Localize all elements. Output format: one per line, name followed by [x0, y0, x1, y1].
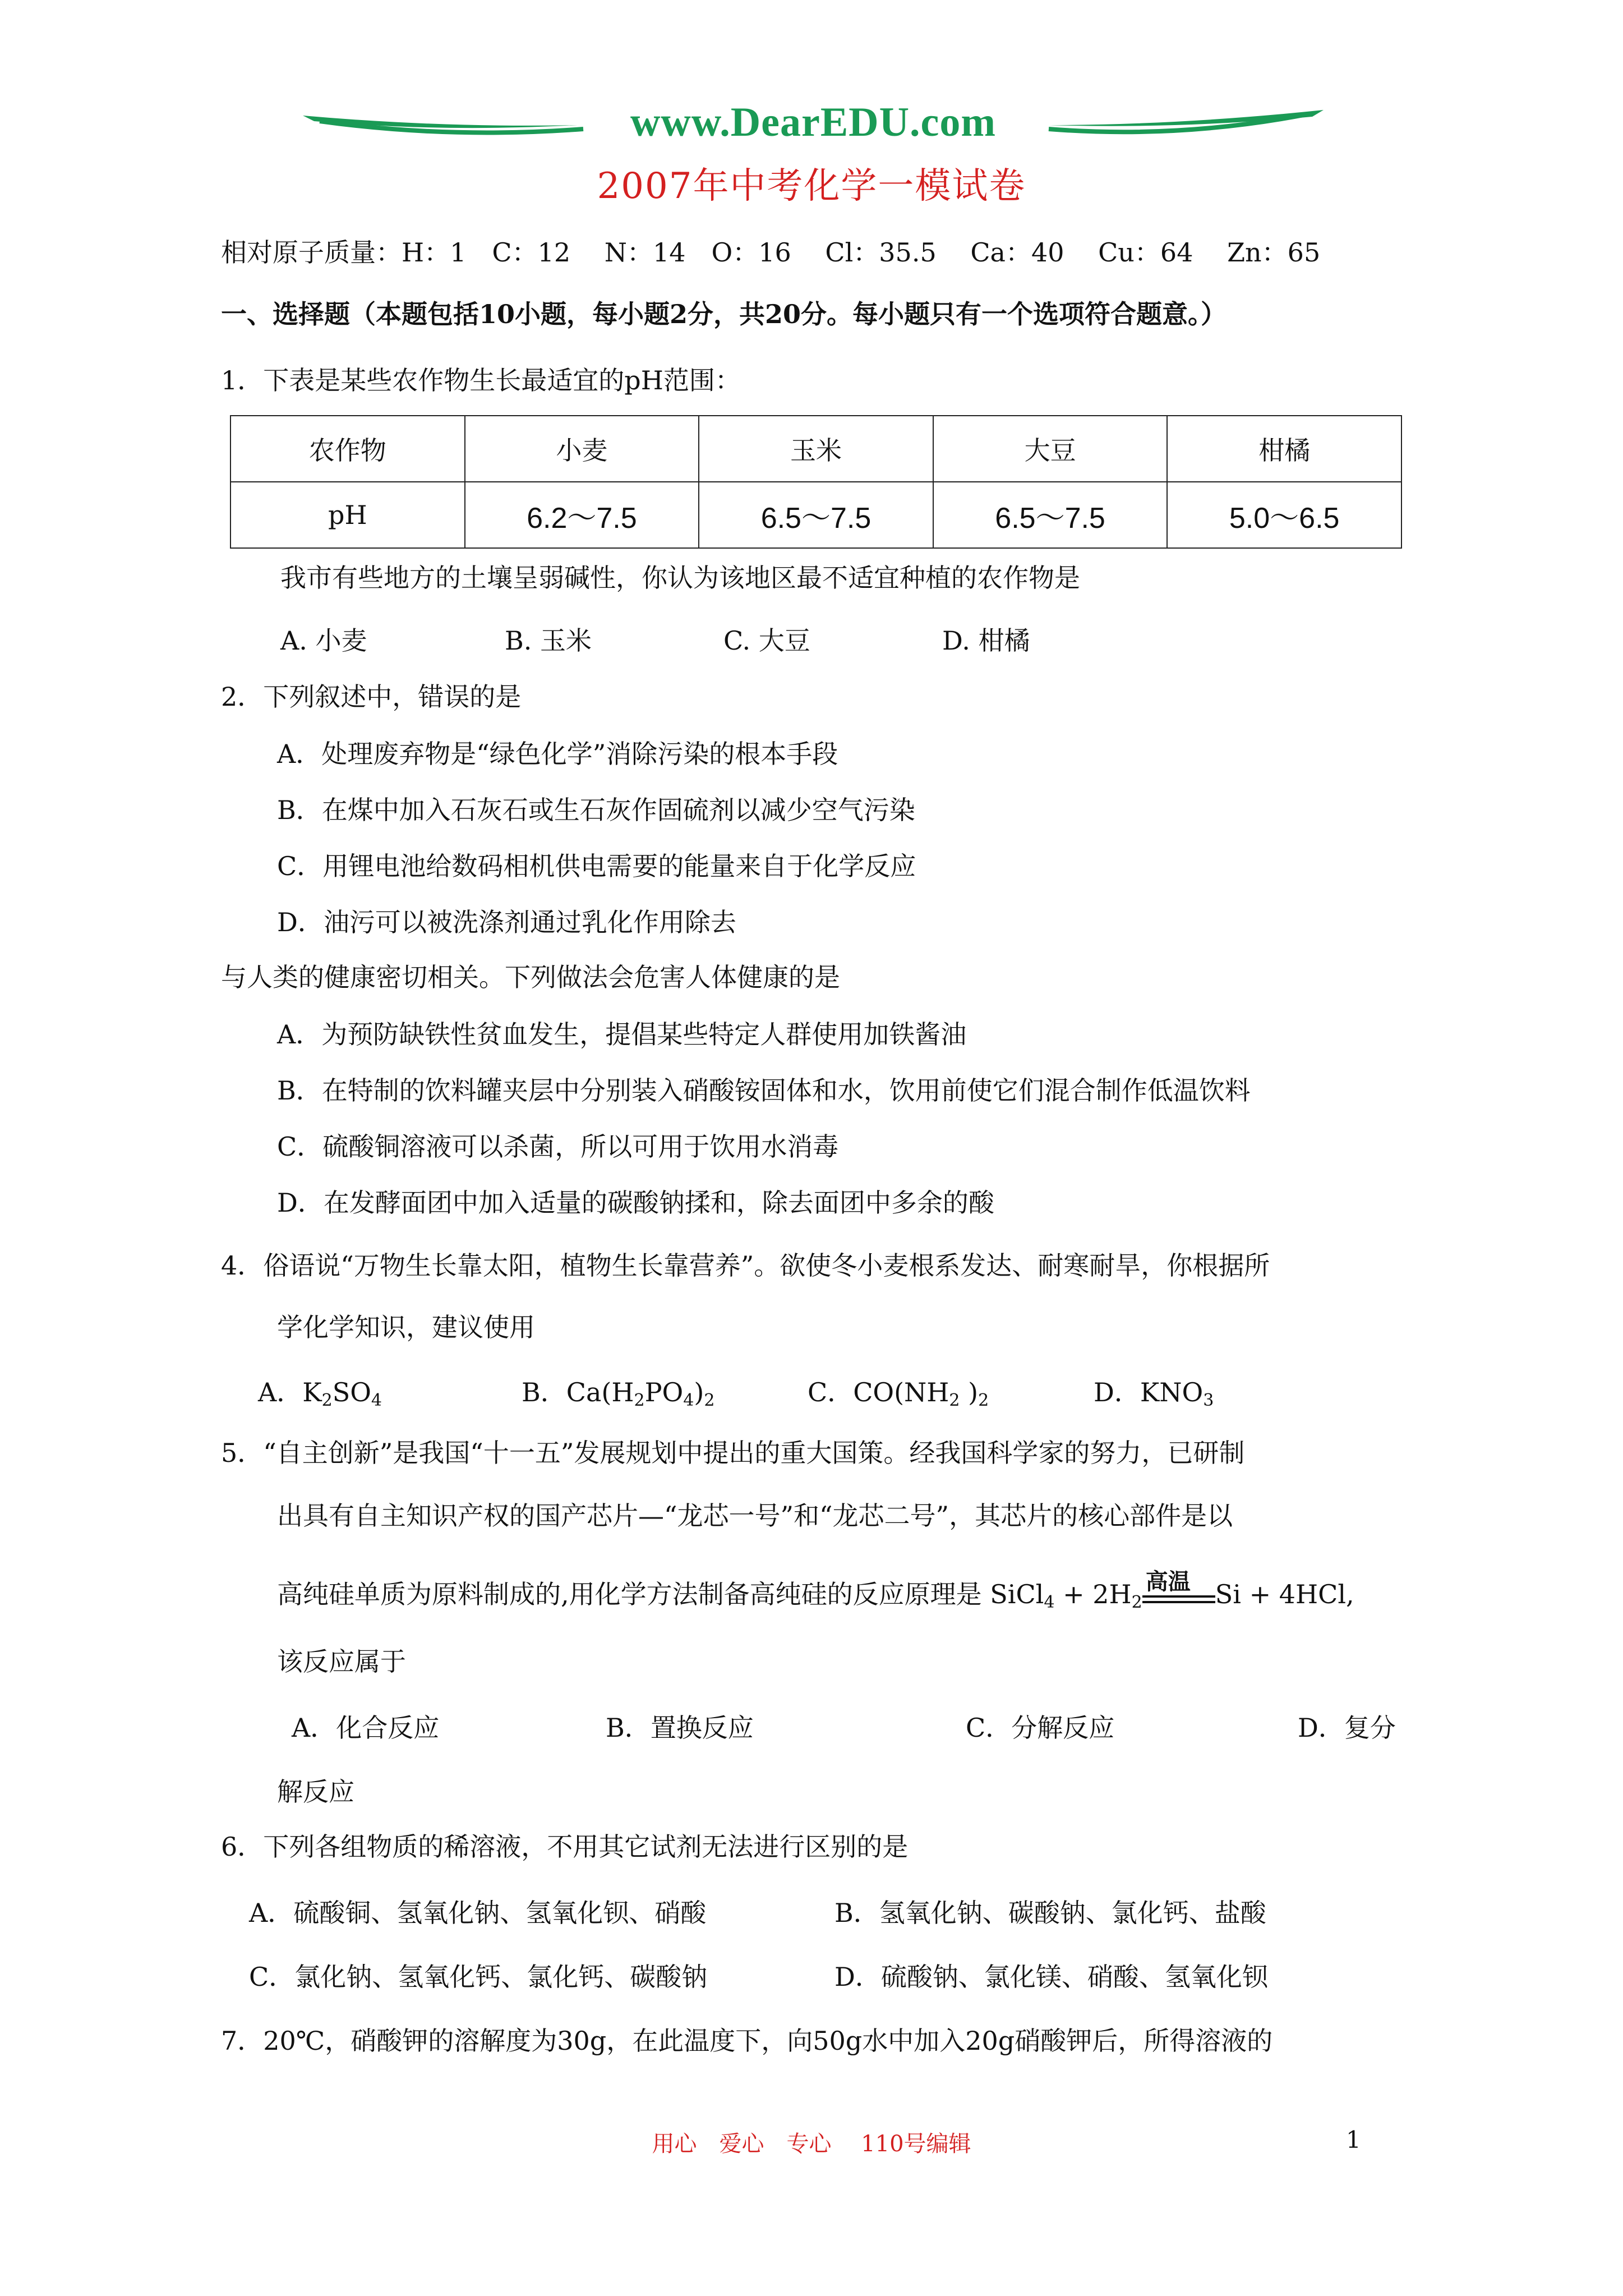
table-cell: 6.2～7.5	[465, 482, 699, 548]
q1-option-b: B. 玉米	[505, 625, 592, 656]
q1-stem: 1．下表是某些农作物生长最适宜的pH范围：	[221, 365, 741, 395]
table-cell: 5.0～6.5	[1167, 482, 1401, 548]
q3-option-a: A．为预防缺铁性贫血发生，提倡某些特定人群使用加铁酱油	[277, 1019, 967, 1050]
table-cell: 玉米	[699, 416, 933, 482]
reaction-condition: 高温	[1142, 1577, 1215, 1611]
q6-option-b: B．氢氧化钠、碳酸钠、氯化钙、盐酸	[834, 1898, 1266, 1928]
q4-stem-cont: 学化学知识，建议使用	[277, 1312, 535, 1342]
q3-option-c: C．硫酸铜溶液可以杀菌，所以可用于饮用水消毒	[277, 1131, 839, 1162]
q5-option-a: A．化合反应	[292, 1713, 440, 1743]
table-cell: 大豆	[933, 416, 1168, 482]
q5-equation-line: 高纯硅单质为原料制成的,用化学方法制备高纯硅的反应原理是 SiCl$_4$ + $2H_2$ 高温 Si + 4HCl,	[277, 1568, 1354, 1612]
q4-option-c: C．$CO(NH_2$ )$_2$	[808, 1377, 989, 1410]
q4-stem: 4．俗语说“万物生长靠太阳，植物生长靠营养”。欲使冬小麦根系发达、耐寒耐旱，你根据所	[221, 1250, 1270, 1281]
q7-stem: 7．20℃，硝酸钾的溶解度为30g，在此温度下，向50g水中加入20g硝酸钾后，所得溶液的	[221, 2026, 1273, 2056]
q1-option-a: A. 小麦	[280, 625, 367, 656]
q5-option-b: B．置换反应	[606, 1713, 754, 1743]
table-row	[230, 482, 1401, 548]
q3-stem: 与人类的健康密切相关。下列做法会危害人体健康的是	[221, 962, 840, 992]
table-cell: pH	[230, 482, 465, 548]
q1-text: 我市有些地方的土壤呈弱碱性，你认为该地区最不适宜种植的农作物是	[280, 563, 1080, 593]
table-row	[230, 416, 1401, 482]
table-cell: 小麦	[465, 416, 699, 482]
q5-option-c: C．分解反应	[966, 1713, 1115, 1743]
q2-option-b: B．在煤中加入石灰石或生石灰作固硫剂以减少空气污染	[277, 795, 915, 825]
atomic-masses: 相对原子质量：H：1 C：12 N：14 O：16 Cl：35.5 Ca：40 Cu：64 Zn：65	[221, 237, 1321, 268]
q5-stem: 5．“自主创新”是我国“十一五”发展规划中提出的重大国策。经我国科学家的努力，已研制	[221, 1438, 1245, 1468]
q2-option-a: A．处理废弃物是“绿色化学”消除污染的根本手段	[277, 739, 838, 769]
q6-option-c: C．氯化钠、氢氧化钙、氯化钙、碳酸钠	[249, 1962, 708, 1992]
q2-option-c: C．用锂电池给数码相机供电需要的能量来自于化学反应	[277, 851, 916, 881]
q5-option-d-wrap: 解反应	[277, 1777, 354, 1807]
q4-option-d: D．$KNO_3$	[1094, 1377, 1214, 1410]
logo-text: www.DearEDU.com	[630, 99, 997, 145]
q2-stem: 2．下列叙述中，错误的是	[221, 682, 522, 712]
q4-option-a: A．$K_2SO_4$	[258, 1377, 382, 1410]
q1-option-d: D. 柑橘	[942, 625, 1030, 656]
site-logo	[303, 94, 1324, 156]
q6-stem: 6．下列各组物质的稀溶液，不用其它试剂无法进行区别的是	[221, 1832, 909, 1862]
q5-stem-line2: 出具有自主知识产权的国产芯片—“龙芯一号”和“龙芯二号”，其芯片的核心部件是以	[277, 1501, 1233, 1531]
q1-option-c: C. 大豆	[723, 625, 810, 656]
table-cell: 柑橘	[1167, 416, 1401, 482]
ph-table	[230, 415, 1402, 549]
q6-option-d: D．硫酸钠、氯化镁、硝酸、氢氧化钡	[834, 1962, 1268, 1992]
q4-option-b: B．$Ca(H_2PO_4)_2$	[522, 1377, 715, 1410]
table-cell: 6.5～7.5	[933, 482, 1168, 548]
page-number: 1	[1346, 2126, 1361, 2154]
table-cell: 农作物	[230, 416, 465, 482]
q3-option-b: B．在特制的饮料罐夹层中分别装入硝酸铵固体和水，饮用前使它们混合制作低温饮料	[277, 1075, 1251, 1106]
q3-option-d: D．在发酵面团中加入适量的碳酸钠揉和，除去面团中多余的酸	[277, 1188, 994, 1218]
q5-option-d: D．复分	[1298, 1713, 1396, 1743]
q6-option-a: A．硫酸铜、氢氧化钠、氢氧化钡、硝酸	[249, 1898, 707, 1928]
page-footer: 用心 爱心 专心 110号编辑	[652, 2131, 971, 2157]
page-title: 2007年中考化学一模试卷	[597, 165, 1026, 207]
q5-stem-line4: 该反应属于	[277, 1646, 406, 1677]
table-cell: 6.5～7.5	[699, 482, 933, 548]
section-heading: 一、选择题（本题包括10小题，每小题2分，共20分。每小题只有一个选项符合题意。）	[221, 299, 1227, 329]
q2-option-d: D．油污可以被洗涤剂通过乳化作用除去	[277, 907, 736, 937]
